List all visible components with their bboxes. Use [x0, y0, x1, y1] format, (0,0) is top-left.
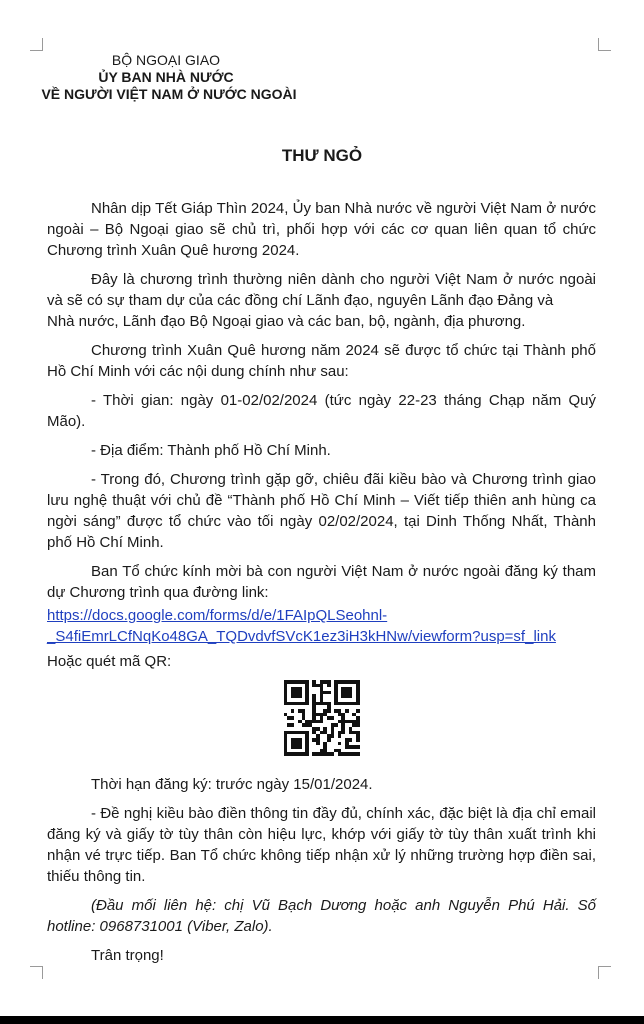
crop-mark-bottom-left: [30, 966, 43, 979]
registration-link-line1[interactable]: https://docs.google.com/forms/d/e/1FAIpQLSeohnl-: [47, 607, 388, 624]
registration-link[interactable]: [47, 605, 596, 647]
paragraph-location-intro: Chương trình Xuân Quê hương năm 2024 sẽ được tổ chức tại Thành phố Hồ Chí Minh với các nội dung chính như sau:: [47, 342, 596, 380]
bottom-bar: [0, 1016, 644, 1024]
paragraph-time: - Thời gian: ngày 01-02/02/2024 (tức ngày 22-23 tháng Chạp năm Quý Mão).: [47, 392, 596, 430]
paragraph-annual: Đây là chương trình thường niên dành cho người Việt Nam ở nước ngoài và sẽ có sự tham dự của các đồng chí Lãnh đạo, nguyên Lãnh đạo Đảng và: [47, 271, 596, 309]
registration-deadline: Thời hạn đăng ký: trước ngày 15/01/2024.: [91, 776, 373, 793]
registration-link-line2[interactable]: _S4fiEmrLCfNqKo48GA_TQDvdvfSVcK1ez3iH3kHNw/viewform?usp=sf_link: [47, 628, 556, 645]
qr-code-icon[interactable]: [284, 680, 360, 756]
paragraph-annual-cont: Nhà nước, Lãnh đạo Bộ Ngoại giao và các ban, bộ, ngành, địa phương.: [47, 313, 526, 330]
crop-mark-bottom-right: [598, 966, 611, 979]
paragraph-program: - Trong đó, Chương trình gặp gỡ, chiêu đãi kiều bào và Chương trình giao lưu nghệ thuật với chủ đề “Thành phố Hồ Chí Minh – Viết tiếp thiên anh hùng ca ngời sáng” được tổ chức vào tối ngày 02/02/2024, tại Dinh Thống Nhất, Thành phố Hồ Chí Minh.: [47, 471, 596, 551]
contact-info: (Đầu mối liên hệ: chị Vũ Bạch Dương hoặc anh Nguyễn Phú Hải. Số hotline: 0968731001 (Viber, Zalo).: [47, 897, 596, 935]
letter-title: THƯ NGỎ: [281, 146, 363, 165]
paragraph-intro: Nhân dịp Tết Giáp Thìn 2024, Ủy ban Nhà nước về người Việt Nam ở nước ngoài – Bộ Ngoại giao sẽ chủ trì, phối hợp với các cơ quan liên quan tổ chức Chương trình Xuân Quê hương 2024.: [47, 200, 596, 259]
closing: Trân trọng!: [91, 947, 164, 964]
paragraph-invitation: Ban Tổ chức kính mời bà con người Việt Nam ở nước ngoài đăng ký tham dự Chương trình qua đường link:: [47, 563, 596, 601]
paragraph-venue: - Địa điểm: Thành phố Hồ Chí Minh.: [91, 442, 331, 459]
qr-label: Hoặc quét mã QR:: [47, 653, 172, 670]
letter-body: [47, 198, 596, 974]
committee-subtitle: VỀ NGƯỜI VIỆT NAM Ở NƯỚC NGOÀI: [41, 86, 297, 102]
paragraph-instructions: - Đề nghị kiều bào điền thông tin đầy đủ, chính xác, đặc biệt là địa chỉ email đăng ký và giấy tờ tùy thân còn hiệu lực, khớp với giấy tờ tùy thân xuất trình khi nhận vé trực tiếp. Ban Tổ chức không tiếp nhận xử lý những trường hợp điền sai, thiếu thông tin.: [47, 805, 596, 885]
committee-name: ỦY BAN NHÀ NƯỚC: [98, 69, 234, 85]
letterhead: [38, 52, 300, 103]
ministry-name: BỘ NGOẠI GIAO: [111, 52, 221, 68]
crop-mark-top-left: [30, 38, 43, 51]
crop-mark-top-right: [598, 38, 611, 51]
